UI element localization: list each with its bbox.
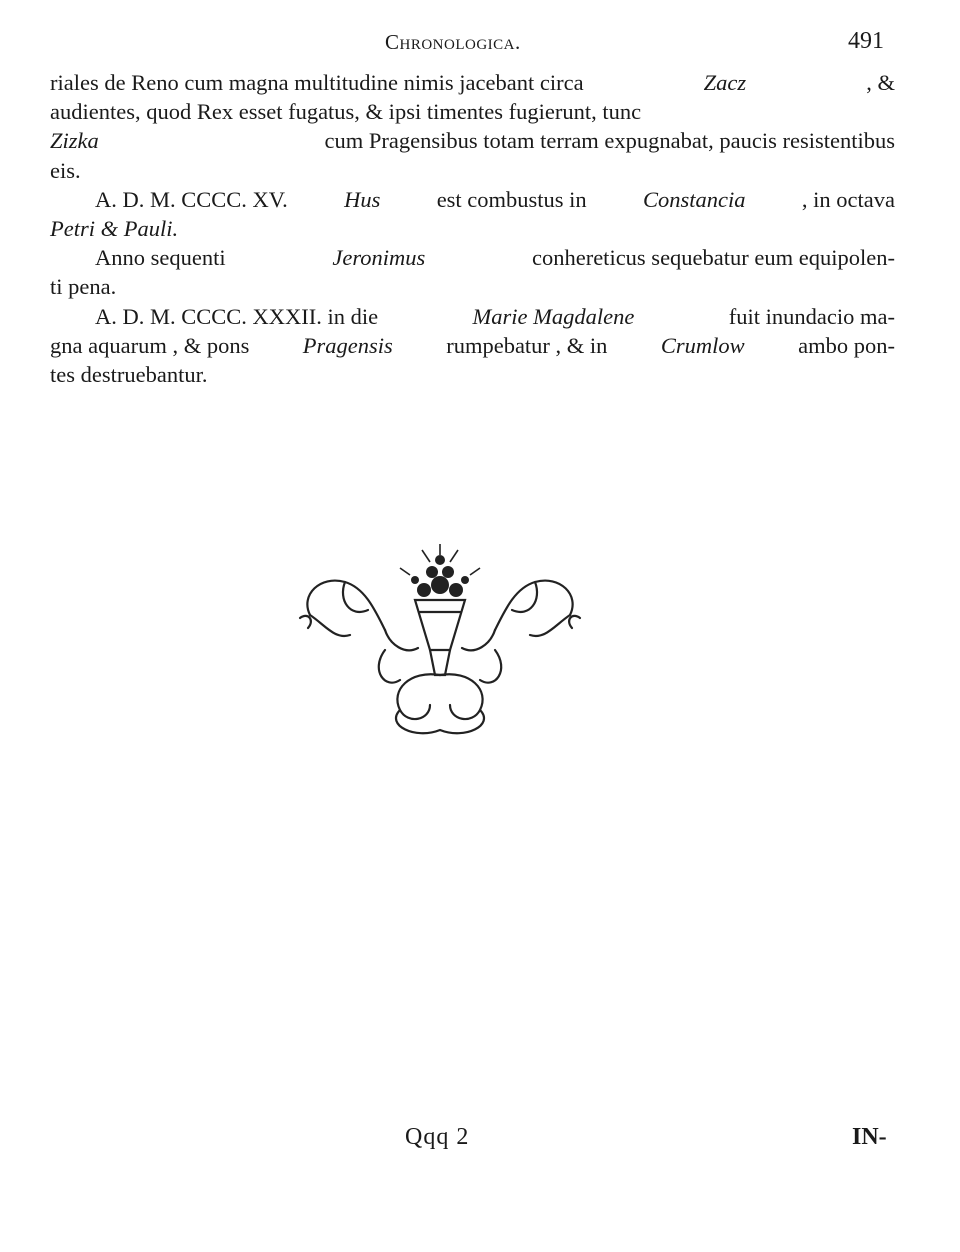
text-line [50,272,895,301]
text-line [50,243,895,272]
place-name: Constancia [643,186,746,212]
body-text [50,68,895,389]
text-segment: cum Pragensibus totam terram expugnabat, paucis resistentibus [318,128,895,154]
text-segment: , & [860,70,895,95]
text-segment: conhereticus sequebatur eum equipolen- [526,245,895,271]
paragraph [50,302,895,390]
text-segment: eis. [50,157,81,183]
text-line [50,214,895,243]
text-segment: Anno sequenti [95,245,232,271]
text-line [50,68,895,97]
date-entry: A. D. M. CCCC. XV. [95,186,294,212]
text-segment: audientes, quod Rex esset fugatus, & ipsi timentes fugierunt, tunc [50,99,642,125]
text-line [50,360,895,389]
page-number: 491 [848,28,884,54]
place-name: Zacz [703,70,747,95]
text-segment: ambo pon- [792,332,895,358]
person-name: Hus [344,186,381,212]
feast-name: Petri & Pauli. [50,215,179,241]
text-line [50,331,895,360]
person-name: Jeronimus [332,245,426,271]
text-segment: ti pena. [50,274,117,300]
printer-signature: Qqq 2 [405,1124,470,1150]
text-line [50,302,895,331]
running-head: Chronologica. [385,30,521,54]
text-line [50,97,895,126]
feast-name: Marie Magdalene [472,303,635,329]
text-segment: est combustus in [431,186,593,212]
text-line [50,185,895,214]
catchword: IN- [852,1124,887,1150]
text-line [50,126,895,155]
text-segment: riales de Reno cum magna multitudine nimis jacebant circa [50,70,590,95]
place-name: Crumlow [660,332,745,358]
paragraph [50,185,895,243]
text-segment: , in octava [796,186,895,212]
text-segment: gna aquarum , & pons [50,332,255,358]
text-segment: tes destruebantur. [50,361,208,387]
text-segment: fuit inundacio ma- [723,303,895,329]
person-name: Zizka [50,128,99,154]
floral-vignette-ornament [290,540,590,745]
text-segment: rumpebatur , & in [440,332,614,358]
paragraph [50,68,895,185]
text-line [50,156,895,185]
place-name: Pragensis [302,332,393,358]
paragraph [50,243,895,301]
date-entry: A. D. M. CCCC. XXXII. in die [95,303,384,329]
